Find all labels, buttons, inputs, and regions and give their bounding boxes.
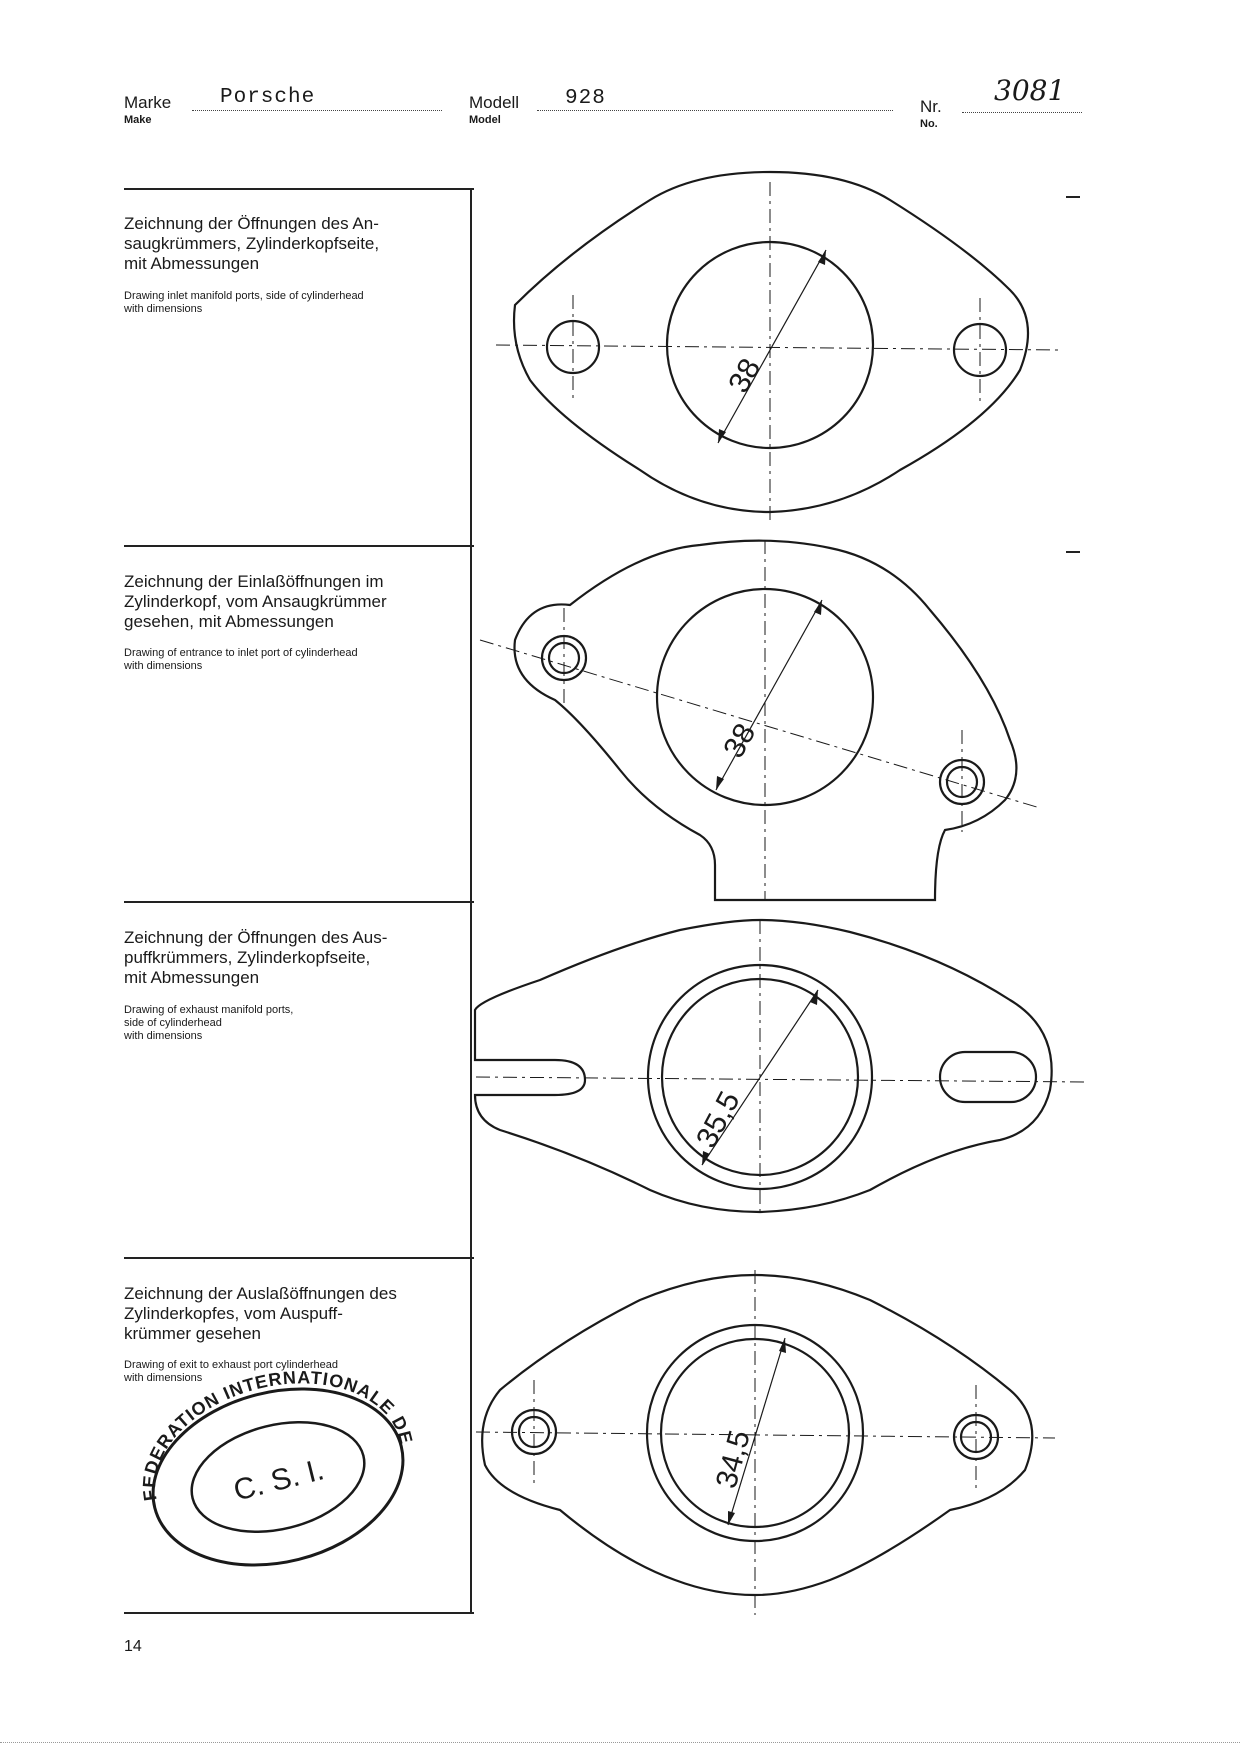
dimension-label-2: 38 [717,718,763,764]
center-line-horizontal [476,1432,1055,1438]
nr-value: 3081 [994,74,1066,107]
center-line-horizontal [476,1077,1085,1082]
dimension-label-3: 35,5 [690,1086,747,1154]
marke-label: Marke [124,93,172,112]
model-sublabel: Model [469,114,501,126]
drawing-4-exhaust-port-flange [476,1270,1055,1615]
make-sublabel: Make [124,114,152,126]
row-3-description-en: Drawing of exhaust manifold ports, side of cylinderhead with dimensions [124,1004,294,1042]
row-3-description-de: Zeichnung der Öffnungen des Aus- puffkrümmers, Zylinderkopfseite, mit Abmessungen [124,928,388,987]
row-1-description-en: Drawing inlet manifold ports, side of cylinderhead with dimensions [124,290,364,315]
stamp-ring-text: FEDERATION INTERNATIONALE DE [139,1367,417,1503]
page-number: 14 [124,1638,142,1655]
nr-label: Nr. [920,97,942,116]
scan-edge [0,1742,1240,1743]
dimension-line [718,250,826,443]
marke-value: Porsche [220,86,316,109]
dimension-line [716,600,822,790]
stamp-center-text: C. S. I. [230,1453,328,1508]
center-line-horizontal [496,345,1060,350]
row-2-description-en: Drawing of entrance to inlet port of cylinderhead with dimensions [124,647,358,672]
drawing-1-inlet-manifold-flange [496,172,1060,525]
modell-label: Modell [469,93,520,112]
row-1-description-de: Zeichnung der Öffnungen des An- saugkrümmers, Zylinderkopfseite, mit Abmessungen [124,214,380,273]
slot-right [940,1052,1036,1102]
row-2-description-de: Zeichnung der Einlaßöffnungen im Zylinderkopf, vom Ansaugkrümmer gesehen, mit Abmessungen [124,572,387,631]
row-4-description-de: Zeichnung der Auslaßöffnungen des Zylinderkopfes, vom Auspuff- krümmer gesehen [124,1284,397,1343]
modell-value: 928 [565,87,606,110]
no-sublabel: No. [920,118,938,130]
flange-outline [475,920,1052,1212]
drawing-3-exhaust-manifold-flange [475,920,1085,1215]
drawing-2-inlet-port-flange [480,540,1040,900]
dimension-label-1: 38 [722,353,768,399]
row-4-description-en: Drawing of exit to exhaust port cylinderhead with dimensions [124,1359,339,1384]
flange-outline [514,172,1028,512]
dimension-label-4: 34,5 [709,1426,757,1492]
